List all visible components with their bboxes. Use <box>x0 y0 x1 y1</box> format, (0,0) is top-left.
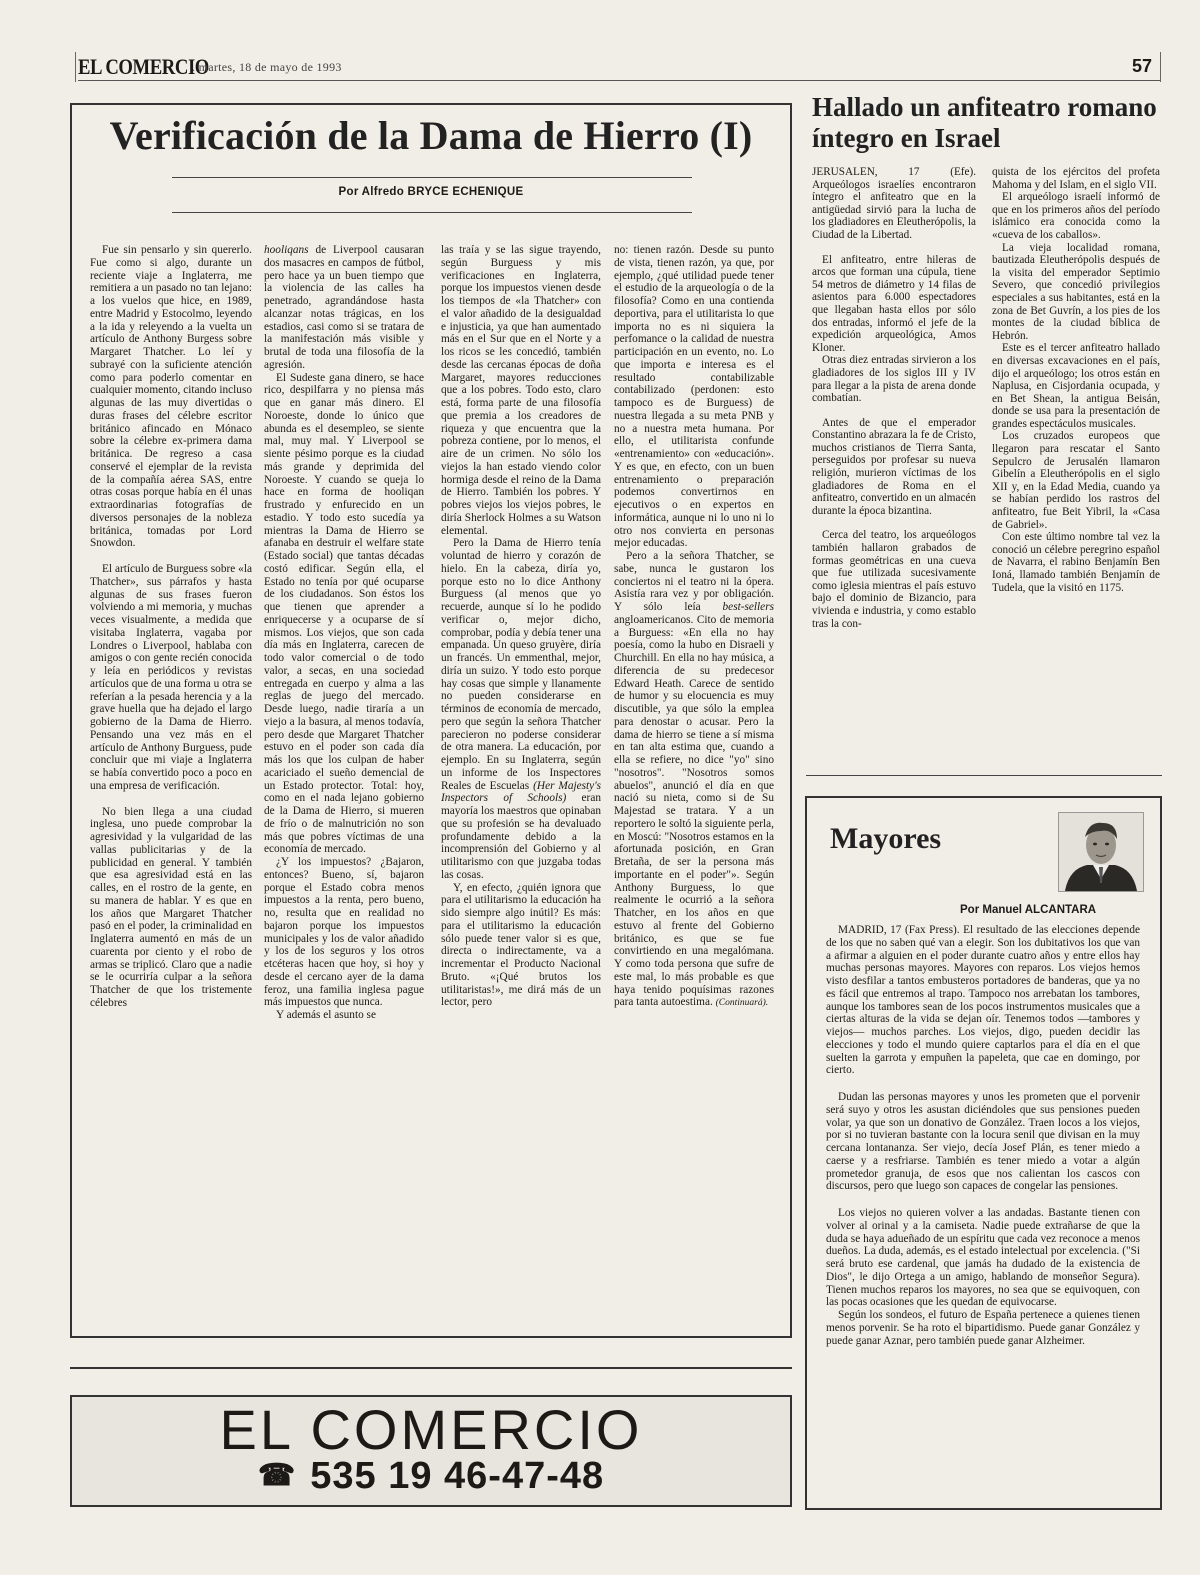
advert-phone-line <box>70 1455 792 1498</box>
paragraph: MADRID, 17 (Fax Press). El resultado de las elecciones depende de los que no saben qué van a elegir. Son los dubitativos los que van a afirmar a alguien en el poder durante cuatro años y entre ellos hay muchas personas mayores. Mayores con reparos. Los viejos hemos visto desfilar a tantos embusteros portadores de banderas, que ya no es fácil que entremos al trapo. Tampoco nos arrebatan los tambores, aunque los tambores sean de los pocos instrumentos musicales que a ciertas alturas de la vida se dejan oír. Tenemos todos —tambores y viejos— muchos parches. Los viejos, digo, pueden decidir las elecciones y todo el mundo quiere captarlos para el día en el que suelten la garrota y empuñen la papeleta, que cae en domingo, por cierto. <box>826 924 1140 1077</box>
paragraph: Los cruzados europeos que llegaron para rescatar el Santo Sepulcro de Jerusalén llamaron Gibelín a Eleutherópolis en el siglo XII y, en la Edad Media, cuando ya se habían perdido los rastros del anfiteatro, fue Beit Yibril, la «Casa de Gabriel». <box>992 430 1160 531</box>
paragraph: Los viejos no quieren volver a las andadas. Bastante tienen con volver al orinal y a la camiseta. Nadie puede extrañarse de que la duda se haya adueñado de un espíritu que cada vez reconoce a menos dueños. La duda, además, es el estado intelectual por excelencia. ("Si será bruto ese cardenal, que jamás ha dudado de la existencia de Dios", le dijo Ortega a un amigo, hablando de monseñor Segura). Tienen muchos reparos los mayores, no sea que se equivoquen, con las pocas ocasiones que les quedan de equivocarse. <box>826 1207 1140 1309</box>
telephone-icon: ☎ <box>257 1459 297 1492</box>
paragraph: Y, en efecto, ¿quién ignora que para el utilitarismo la educación ha sido siempre algo inútil? Es más: para el utilitarismo la educación sólo puede tener valor si es que, directa o indirectamente, va a incrementar el Producto Nacional Bruto. «¡Qué brutos los utilitaristas!», me dirá más de un lector, pero <box>441 881 601 1009</box>
paragraph: Con este último nombre tal vez la conoció un célebre peregrino español de Navarra, el rabino Benjamín Ben Ioná, llamado también Benjamín de Tudela, que la visitó en 1175. <box>992 531 1160 594</box>
main-column-4 <box>614 244 774 1010</box>
paragraph: Dudan las personas mayores y unos les prometen que el porvenir será suyo y otros les asustan diciéndoles que sus pensiones pueden volar, ya que son un donativo de González. Traen locos a los viejos, por si no tuvieran bastante con la locura senil que divisan en la muy cercana lontananza. Ser viejo, decía Josef Plán, es tener miedo a caerse y a resfriarse. También es tener miedo a votar a algún prometedor granuja, de esos que nos calientan los cascos con discursos, pero que luego son capaces de congelar las pensiones. <box>826 1091 1140 1193</box>
advert-brand: EL COMERCIO <box>219 1398 643 1461</box>
newspaper-brand: EL COMERCIO <box>78 54 209 79</box>
paragraph: La vieja localidad romana, bautizada Eleutherópolis después de la visita del emperador Septimio Severo, que concedió privilegios especiales a sus habitantes, está en la zona de Bet Guvrín, a los pies de los montes de la ciudad bíblica de Hebrón. <box>992 241 1160 342</box>
paragraph: No bien llega a una ciudad inglesa, uno puede comprobar la agresividad y la vulgaridad de las vallas publicitarias y de la publicidad en general. Y también que esa agresividad está en las calles, en el rostro de la gente, en su manera de hablar. Y es que en los años que Margaret Thatcher pasó en el poder, la criminalidad en Inglaterra aumentó en más de un cuarenta por ciento y el robo de armas se triplicó. Claro que a nadie se le ocurriría culpar a la señora Thatcher de que los tristemente célebres <box>90 805 252 1009</box>
paragraph: Otras diez entradas sirvieron a los gladiadores de los siglos III y IV para llegar a la pista de arena donde combatían. <box>812 354 976 405</box>
header-rule-right <box>1160 52 1161 82</box>
paragraph: quista de los ejércitos del profeta Mahoma y del Islam, en el siglo VII. <box>992 166 1160 191</box>
paragraph: El anfiteatro, entre hileras de arcos que forman una cúpula, tiene 54 metros de diámetro y 14 filas de asientos para 6.000 espectadores que llegaban hasta ellos por sólo dos entradas, informó el jefe de la expedición arqueológica, Amos Kloner. <box>812 253 976 354</box>
side-column-1 <box>812 166 976 630</box>
title-rule-bottom <box>172 212 692 213</box>
paragraph: no: tienen razón. Desde su punto de vista, tienen razón, ya que, por ejemplo, ¿qué utilidad puede tener el estudio de la arqueología o de la filosofía? Como en una contienda deportiva, para el utilitarista lo que importa no es ni siquiera la perfomance o la calidad de nuestra participación en un evento, no. Lo que importa e interesa es el resultado contabilizable contabilizado (perdonen: esto tampoco es de Burguess) de nuestra llegada a su meta PNB y no a nuestra meta humana. Por ello, el utilitarista confunde «entrenamiento» con «educación». Y es que, en efecto, con un buen entrenamiento o preparación podemos convertirnos en ejecutivos o en expertos en informática, aunque ni lo uno ni lo otro nos convierta en personas mejor educadas. <box>614 244 774 550</box>
main-column-3 <box>441 244 601 1009</box>
paragraph-text: Pero a la señora Thatcher, se sabe, nunca le gustaron los conciertos ni el teatro ni la ópera. Asistía rara vez y por obligación. Y sólo leía <box>614 550 774 613</box>
paragraph-text: eran mayoría los maestros que opinaban que su profesión se ha devaluado profundamente debido a la incomprensión del Gobierno y al utilitarismo con que juzgaba todas las cosas. <box>441 792 601 881</box>
paragraph: Según los sondeos, el futuro de España pertenece a quienes tienen menos porvenir. Se ha roto el bipartidismo. Puede ganar González y puede ganar Aznar, pero también puede ganar Alzheimer. <box>826 1309 1140 1347</box>
paragraph: Este es el tercer anfiteatro hallado en diversas excavaciones en el país, dijo el arqueólogo; los otros están en Naplusa, en Cisjordania ocupada, y en Bet Shean, la antigua Beisán, donde se usa para la presentación de grandes espectáculos musicales. <box>992 342 1160 430</box>
paragraph: las traía y se las sigue trayendo, según Burguess y mis verificaciones en Inglaterra, porque los impuestos vienen desde los tiempos de «la Thatcher» con el valor añadido de la desigualdad e injusticia, ya que han aumentado más en el Sur que en el Norte y a los ricos se les concedió, también desde las cercanas épocas de doña Margaret, mayores reducciones que a los pobres. Todo esto, claro está, forma parte de una filosofía que premia a los creadores de riqueza y que encuentra que la pobreza contiene, por lo menos, el aire de un crimen. No sólo los viejos la han estado viendo color hormiga desde el reino de la Dama de Hierro. También los pobres. Y pobres viejos los viejos pobres, le diría Sherlock Holmes a su Watson elemental. <box>441 244 601 537</box>
main-article-byline: Por Alfredo BRYCE ECHENIQUE <box>338 186 524 198</box>
main-column-2 <box>264 244 424 1022</box>
side-article-title: Hallado un anfiteatro romano íntegro en Israel <box>812 92 1157 153</box>
main-column-1 <box>90 244 252 1010</box>
paragraph: Y además el asunto se <box>276 1009 376 1021</box>
advert-divider <box>70 1367 792 1369</box>
paragraph-text: de Liverpool causaran dos masacres en campos de fútbol, pero hace ya un buen tiempo que la violencia de las calles ha penetrado, agrandándose hasta alcanzar notas trágicas, en los estadios, casi como si se tratara de la manifestación más visible y brutal de toda una filosofía de la agresión. <box>264 244 424 371</box>
paragraph: JERUSALEN, 17 (Efe). Arqueólogos israelíes encontraron íntegro el anfiteatro que en la antigüedad sirvió para la lucha de los gladiadores en Eleutherópolis, la Ciudad de la Libertad. <box>812 166 976 241</box>
paragraph: El Sudeste gana dinero, se hace rico, despilfarra y no piensa más que en ganar más dinero. El Noroeste, donde lo único que abunda es el desempleo, se siente mal, muy mal. Y Liverpool se siente pésimo porque es la ciudad más grande y deprimida del Noroeste. Y cuando se queja lo hace en forma de hooliqan frustrado y enfurecido en un estadio. Y todo esto sucedía ya mientras la Dama de Hierro se afanaba en destruir el welfare state (Estado social) que tantas décadas costó edificar. Según ella, el Estado no tenía por qué ocuparse de los ciudadanos. Son éstos los que tienen que aprender a enriquecerse y a ocuparse de sí mismos. Los viejos, que son cada día más en Inglaterra, carecen de todo valor comercial o de todo valor, a secas, en una sociedad entregada en cuerpo y alma a las reglas de juego del mercado. Desde luego, nadie tiraría a un viejo a la basura, al menos todavía, pero desde que Margaret Thatcher estuvo en el poder son cada día más los que los culpan de haber acariciado el sueño demencial de un Estado protector. Total: hoy, como en el nada lejano gobierno de la Dama de Hierro, si mueren de frío o de malnutrición no son más que pobres víctimas de una economía de mercado. <box>264 371 424 856</box>
italic-term: (Her Majesty's Inspectors of Schools) <box>441 779 602 805</box>
paragraph: El arqueólogo israelí informó de que en los primeros años del período islámico era conocida como la «cueva de los caballos». <box>992 191 1160 241</box>
page-header <box>78 54 1160 81</box>
paragraph: Antes de que el emperador Constantino abrazara la fe de Cristo, muchos cristianos de Tierra Santa, perseguidos por profesar su nueva religión, murieron víctimas de los gladiadores de Roma en el anfiteatro, convertido en un almacén durante la época bizantina. <box>812 416 976 517</box>
title-rule-top <box>172 177 692 178</box>
paragraph: Fue sin pensarlo y sin quererlo. Fue como si algo, durante un reciente viaje a Inglaterra, me remitiera a un pasado no tan lejano: a los vuelos que hice, en 1989, entre Madrid y Estocolmo, leyendo a la ida y releyendo a la vuelta un artículo de Anthony Burgess sobre Margaret Thatcher. Lo leí y subrayé con la suficiente atención como para poderlo comentar en cualquier momento, citando incluso algunas de las muy divertidas o duras frases del célebre escritor británico afincado en Mónaco sobre la célebre ex-primera dama británica. De regreso a casa conservé el ejemplar de la revista de la compañía aérea SAS, entre otras cosas porque había en él unas extraordinarias fotografías de diversos personajes de la nobleza británica, tomadas por Lord Snowdon. <box>90 244 252 550</box>
continued-note: (Continuará). <box>715 998 769 1009</box>
author-portrait-drawing <box>1059 813 1143 891</box>
advert-phone-number: 535 19 46-47-48 <box>310 1455 605 1497</box>
side-article-rule <box>806 775 1162 776</box>
column-box-text <box>826 924 1140 1347</box>
main-article-title: Verificación de la Dama de Hierro (I) <box>109 113 753 158</box>
side-column-2 <box>992 166 1160 594</box>
issue-date: . martes, 18 de mayo de 1993 <box>192 60 342 74</box>
italic-term: best-sellers <box>722 601 774 613</box>
paragraph: Cerca del teatro, los arqueólogos también hallaron grabados de formas geométricas en una cueva que fue utilizada sucesivamente como iglesia mientras el país estuvo bajo el dominio de Bizancio, para vivienda e industria, y como establo tras la con- <box>812 529 976 630</box>
paragraph: ¿Y los impuestos? ¿Bajaron, entonces? Bueno, sí, bajaron porque el Estado cobra menos impuestos a la renta, pero bueno, no, resulta que en realidad no bajaron porque los impuestos municipales y los de valor añadido y los de los seguros y los otros etcéteras hacen que hoy, si hoy y desde el cercano ayer de la dama feroz, una familia inglesa pague más impuestos que nunca. <box>264 856 424 1009</box>
paragraph-text: angloamericanos. Cito de memoria a Burguess: «En ella no hay poesía, como la hubo en Disraeli y Churchill. En ella no hay música, a diferencia de su predecesor Edward Heath. Carece de sentido de humor y su elocuencia es muy discutible, ya que sólo la emplea para denostar o acusar. Pero la dama de hierro se tiene a sí misma en tan alta estima que, cuando a ella se refiere, no dice "yo" sino "nosotros". "Nosotros somos abuelos", anunció el día en que nació su nieta, como si de Su Majestad se tratara. Y a un reportero le soltó la siguiente perla, en Moscú: "Nosotros estamos en la afortunada posición, en Gran Bretaña, de ser la persona más importante en el poder"». Según Anthony Burguess, lo que realmente le ocurrió a la señora Thatcher, en los años en que estuvo al frente del Gobierno británico, es que se fue convirtiendo en una megalómana. Y como toda persona que sufre de este mal, lo más probable es que haya tenido poquísimas razones para tanta autoestima. <box>614 613 774 1009</box>
paragraph-text: Pero la Dama de Hierro tenía voluntad de hierro y corazón de hielo. En la cabeza, diría yo, porque esto no lo dice Anthony Burguess (al menos que yo recuerde, aunque sí lo he podido verificar o, mejor dicho, comprobar, podía y debía tener una empanada. Un queso gruyère, diría un francés. Un emmenthal, mejor, diría un suizo. Y todo esto porque hay cosas que simple y llanamente no pueden considerarse en términos de economía de mercado, pero que según la señora Thatcher parecieron no poderse considerar de otra manera. La educación, por ejemplo. En su Inglaterra, según un informe de los Inspectores Reales de Escuelas <box>441 537 601 792</box>
italic-term: hooliqans <box>264 244 309 256</box>
author-portrait <box>1058 812 1144 892</box>
paragraph: El artículo de Burguess sobre «la Thatcher», sus párrafos y hasta algunas de sus frases fueron volviendo a mi memoria, y muchas veces visualmente, a medida que visitaba Inglaterra, vagaba por Londres o Liverpool, hablaba con amigos o con gente recién conocida y leía en periódicos y revistas artículos que de una forma u otra se referían a la pesada herencia y a la grave huella que ha dejado el largo gobierno de la Dama de Hierro. Pensando una vez más en el artículo de Anthony Burguess, pude concluir que mi viaje a Inglaterra se había convertido poco a poco en una empresa de verificación. <box>90 563 253 792</box>
page-number: 57 <box>1131 56 1152 76</box>
header-rule-left <box>75 52 76 82</box>
column-box-byline: Por Manuel ALCANTARA <box>960 904 1097 916</box>
column-box-title: Mayores <box>830 822 942 855</box>
